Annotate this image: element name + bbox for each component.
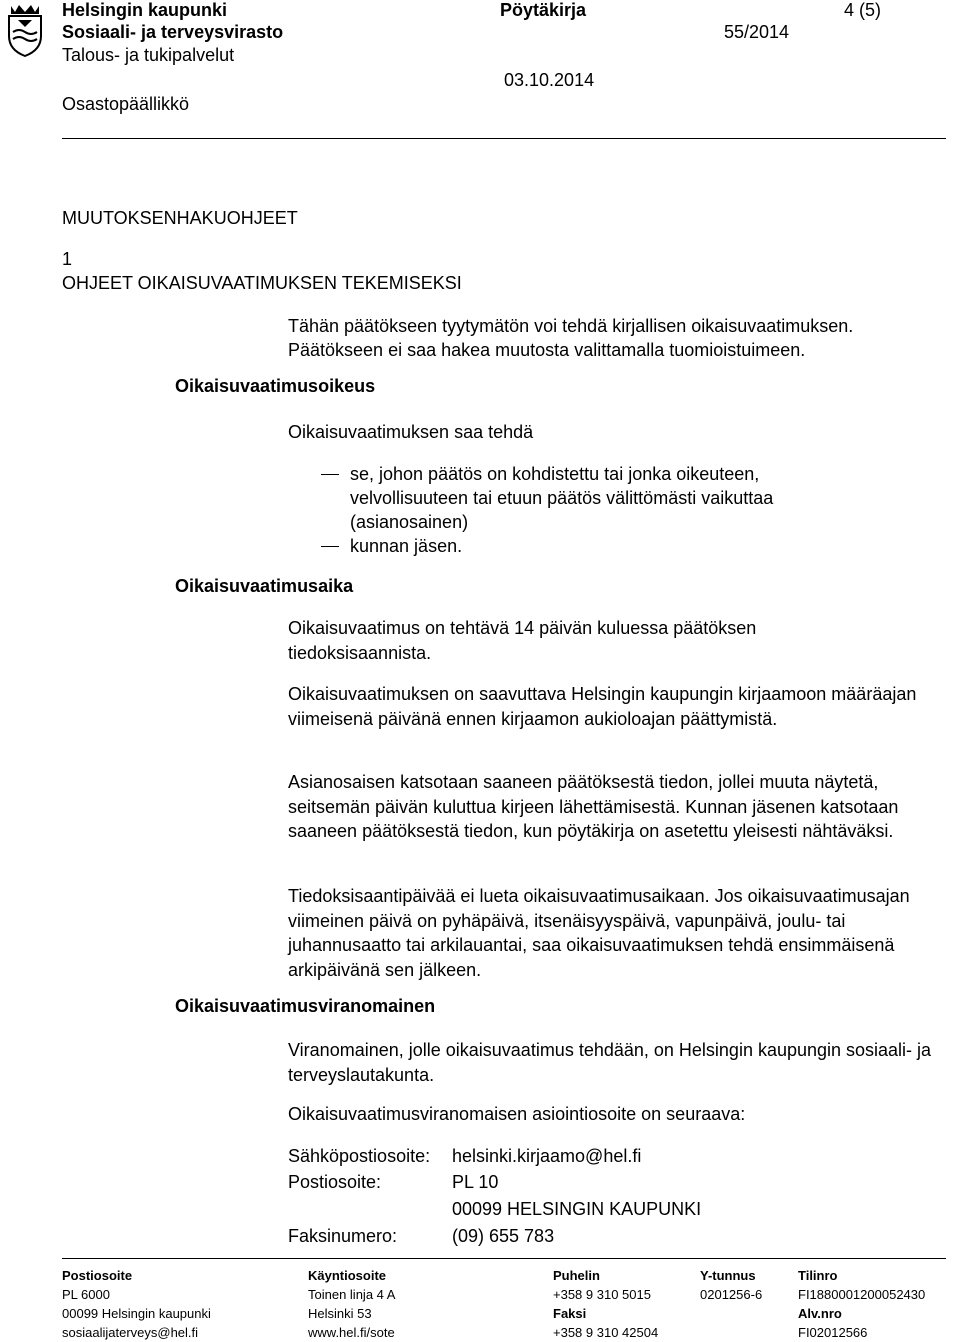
footer-account [798,1266,925,1342]
section-title: OHJEET OIKAISUVAATIMUKSEN TEKEMISEKSI [62,273,462,293]
footer-visit-line-2: Helsinki 53 [308,1306,372,1321]
footer-divider [62,1258,946,1259]
page-heading: MUUTOKSENHAKUOHJEET [62,208,298,228]
footer-postal-label: Postiosoite [62,1268,133,1283]
footer-postal [62,1266,211,1342]
time-paragraph-4: Tiedoksisaantipäivää ei lueta oikaisuvaatimusaikaan. Jos oikaisuvaatimusajan viimeinen päivä on pyhäpäivä, itsenäisyyspäivä, vapunpäivä, joulu- tai juhannusaatto tai arkilauantai, saa oikaisuvaatimuksen tehdä ensimmäisenä arkipäivänä sen jälkeen. [288,886,910,980]
bullet-dash [321,546,339,547]
post-line-2: 00099 HELSINGIN KAUPUNKI [452,1199,702,1219]
post-label: Postiosoite: [288,1172,382,1192]
footer-website-link[interactable]: www.hel.fi/sote [308,1325,395,1340]
header-page-number: 4 (5) [844,0,882,20]
footer-visit-line-1: Toinen linja 4 A [308,1287,396,1302]
side-label-time: Oikaisuvaatimusaika [175,576,354,596]
authority-text: Viranomainen, jolle oikaisuvaatimus tehdään, on Helsingin kaupungin sosiaali- ja terveyslautakunta. [288,1040,932,1085]
header-department: Sosiaali- ja terveysvirasto [62,22,284,42]
time-paragraph-3: Asianosaisen katsotaan saaneen päätöksestä tiedon, jollei muuta näytetä, seitsemän päivän kuluttua kirjeen lähettämisestä. Kunnan jäsenen katsotaan saaneen päätöksestä tiedon, kun pöytäkirja on asetettu yleisesti nähtäväksi. [288,772,899,841]
footer-visit [308,1266,395,1342]
footer-visit-label: Käyntiosoite [308,1268,387,1283]
section-number: 1 [62,249,73,269]
header-doc-type: Pöytäkirja [500,0,587,20]
email-label: Sähköpostiosoite: [288,1146,431,1166]
header-date: 03.10.2014 [504,70,595,90]
footer-vat-number: FI02012566 [798,1325,868,1340]
footer-email-link[interactable]: sosiaalijaterveys@hel.fi [62,1325,199,1340]
footer-postal-line-1: PL 6000 [62,1287,110,1302]
side-label-authority: Oikaisuvaatimusviranomainen [175,996,436,1016]
footer-postal-line-2: 00099 Helsingin kaupunki [62,1306,211,1321]
footer-vat-label: Alv.nro [798,1306,842,1321]
footer-phone-label: Puhelin [553,1268,600,1283]
intro-line-2: Päätökseen ei saa hakea muutosta valittamalla tuomioistuimeen. [288,340,806,360]
footer-ytunnus-value: 0201256-6 [700,1287,763,1302]
footer-ytunnus-label: Y-tunnus [700,1268,756,1283]
fax-label: Faksinumero: [288,1226,398,1246]
footer-phone-number: +358 9 310 5015 [553,1287,651,1302]
footer-account-number: FI1880001200052430 [798,1287,926,1302]
post-line-1: PL 10 [452,1172,499,1192]
helsinki-crest-logo [3,2,47,58]
bullet-1-line-3: (asianosainen) [350,512,469,532]
bullet-1-line-2: velvollisuuteen tai etuun päätös välittömästi vaikuttaa [350,488,774,508]
fax-number: (09) 655 783 [452,1226,555,1246]
time-paragraph-2: Oikaisuvaatimuksen on saavuttava Helsingin kaupungin kirjaamoon määräajan viimeisenä päivänä ennen kirjaamon aukioloajan päättymistä. [288,684,917,729]
bullet-dash [321,474,339,475]
footer-account-label: Tilinro [798,1268,838,1283]
email-link[interactable]: helsinki.kirjaamo@hel.fi [452,1146,642,1166]
footer-fax-number: +358 9 310 42504 [553,1325,659,1340]
time-paragraph-1: Oikaisuvaatimus on tehtävä 14 päivän kuluessa päätöksen tiedoksisaannista. [288,618,757,663]
contact-lead: Oikaisuvaatimusviranomaisen asiointiosoite on seuraava: [288,1104,746,1124]
right-lead: Oikaisuvaatimuksen saa tehdä [288,422,534,442]
header-divider [62,138,946,139]
footer-ytunnus [700,1266,762,1304]
header-org: Helsingin kaupunki [62,0,228,20]
header-role: Osastopäällikkö [62,94,190,114]
header-document-number: 55/2014 [724,22,790,42]
side-label-right: Oikaisuvaatimusoikeus [175,376,376,396]
bullet-1-line-1: se, johon päätös on kohdistettu tai jonka oikeuteen, [350,464,760,484]
footer-fax-label: Faksi [553,1306,587,1321]
bullet-2-line-1: kunnan jäsen. [350,536,463,556]
footer-phone [553,1266,658,1342]
header-unit: Talous- ja tukipalvelut [62,45,235,65]
intro-line-1: Tähän päätökseen tyytymätön voi tehdä kirjallisen oikaisuvaatimuksen. [288,316,854,336]
